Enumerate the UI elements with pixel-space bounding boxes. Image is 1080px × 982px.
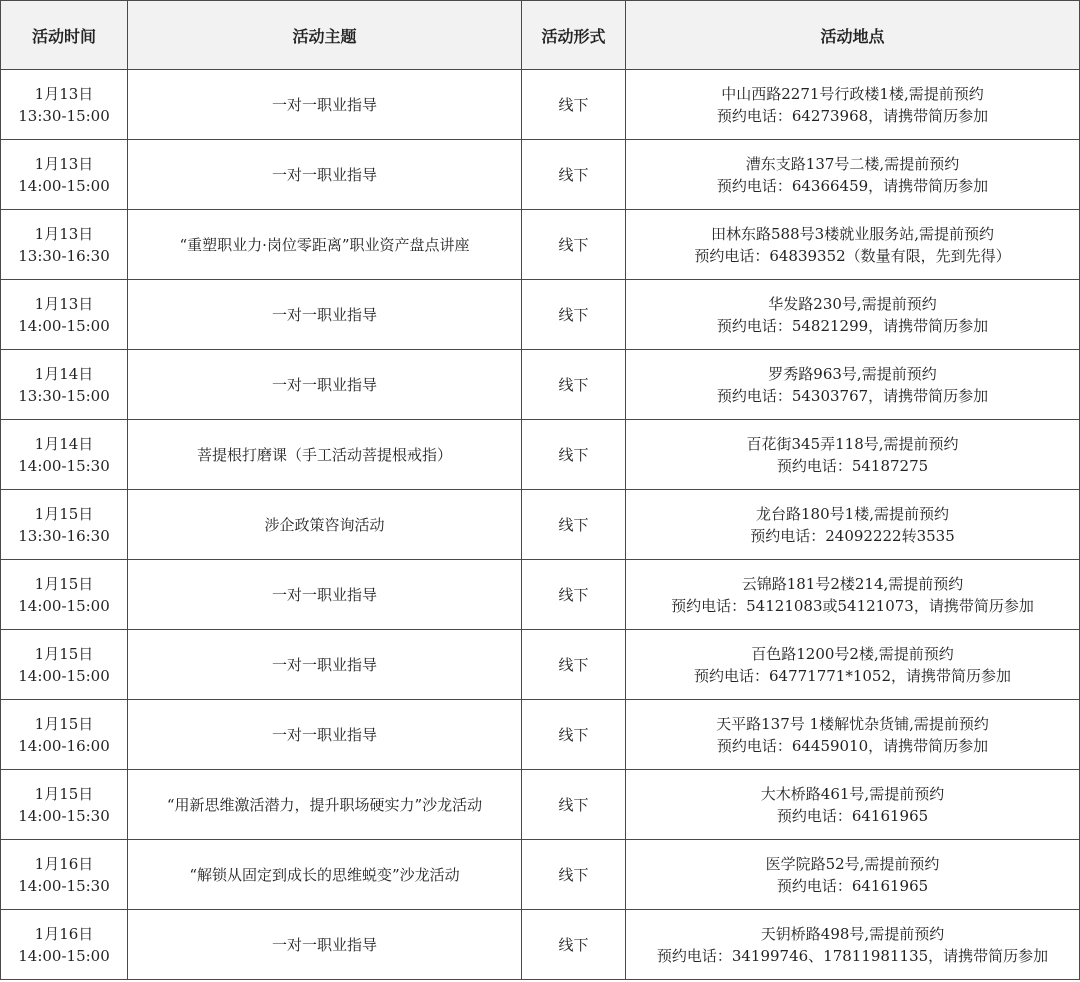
phone-text: 预约电话：64366459，请携带简历参加 xyxy=(716,176,989,195)
time-cell xyxy=(1,560,128,630)
table-row xyxy=(1,910,1080,980)
location-cell xyxy=(626,910,1080,980)
format-cell: 线下 xyxy=(522,210,626,280)
format-cell: 线下 xyxy=(522,560,626,630)
header-location: 活动地点 xyxy=(626,1,1080,70)
header-row xyxy=(1,1,1080,70)
topic-cell: 菩提根打磨课（手工活动菩提根戒指） xyxy=(128,420,522,490)
time-range-text: 14:00-15:00 xyxy=(18,176,110,195)
format-cell: 线下 xyxy=(522,490,626,560)
table-row xyxy=(1,770,1080,840)
table-row xyxy=(1,70,1080,140)
date-text: 1月16日 xyxy=(34,854,94,873)
date-text: 1月13日 xyxy=(34,84,94,103)
time-range-text: 13:30-16:30 xyxy=(18,526,110,545)
location-cell xyxy=(626,630,1080,700)
phone-text: 预约电话：64273968，请携带简历参加 xyxy=(716,106,989,125)
time-range-text: 13:30-16:30 xyxy=(18,246,110,265)
date-text: 1月15日 xyxy=(34,714,94,733)
topic-cell: 一对一职业指导 xyxy=(128,70,522,140)
phone-text: 预约电话：24092222转3535 xyxy=(750,526,955,545)
address-text: 田林东路588号3楼就业服务站,需提前预约 xyxy=(711,224,994,243)
format-cell: 线下 xyxy=(522,910,626,980)
phone-text: 预约电话：64771771*1052，请携带简历参加 xyxy=(693,666,1012,685)
date-text: 1月15日 xyxy=(34,574,94,593)
time-range-text: 14:00-16:00 xyxy=(18,736,110,755)
phone-text: 预约电话：34199746、17811981135，请携带简历参加 xyxy=(656,946,1049,965)
table-row xyxy=(1,630,1080,700)
location-cell xyxy=(626,700,1080,770)
table-row xyxy=(1,490,1080,560)
topic-cell: “解锁从固定到成长的思维蜕变”沙龙活动 xyxy=(128,840,522,910)
phone-text: 预约电话：64459010，请携带简历参加 xyxy=(716,736,989,755)
time-cell xyxy=(1,280,128,350)
time-cell xyxy=(1,770,128,840)
time-range-text: 13:30-15:00 xyxy=(18,106,110,125)
table-row xyxy=(1,350,1080,420)
phone-text: 预约电话：54821299，请携带简历参加 xyxy=(716,316,989,335)
time-cell xyxy=(1,70,128,140)
date-text: 1月14日 xyxy=(34,434,94,453)
header-topic: 活动主题 xyxy=(128,1,522,70)
header-format: 活动形式 xyxy=(522,1,626,70)
format-cell: 线下 xyxy=(522,700,626,770)
time-range-text: 14:00-15:00 xyxy=(18,596,110,615)
location-cell xyxy=(626,140,1080,210)
time-cell xyxy=(1,910,128,980)
time-cell xyxy=(1,210,128,280)
address-text: 漕东支路137号二楼,需提前预约 xyxy=(745,154,960,173)
phone-text: 预约电话：54121083或54121073，请携带简历参加 xyxy=(671,596,1034,615)
address-text: 罗秀路963号,需提前预约 xyxy=(768,364,937,383)
date-text: 1月15日 xyxy=(34,644,94,663)
table-row xyxy=(1,700,1080,770)
topic-cell: 一对一职业指导 xyxy=(128,560,522,630)
time-cell xyxy=(1,630,128,700)
time-cell xyxy=(1,490,128,560)
date-text: 1月13日 xyxy=(34,294,94,313)
time-range-text: 14:00-15:30 xyxy=(18,876,110,895)
address-text: 百色路1200号2楼,需提前预约 xyxy=(751,644,954,663)
location-cell xyxy=(626,490,1080,560)
date-text: 1月15日 xyxy=(34,504,94,523)
format-cell: 线下 xyxy=(522,140,626,210)
location-cell xyxy=(626,70,1080,140)
topic-cell: 一对一职业指导 xyxy=(128,350,522,420)
address-text: 云锦路181号2楼214,需提前预约 xyxy=(741,574,964,593)
phone-text: 预约电话：54187275 xyxy=(776,456,929,475)
date-text: 1月13日 xyxy=(34,224,94,243)
address-text: 龙台路180号1楼,需提前预约 xyxy=(756,504,949,523)
time-range-text: 14:00-15:00 xyxy=(18,666,110,685)
topic-cell: 一对一职业指导 xyxy=(128,280,522,350)
topic-cell: 一对一职业指导 xyxy=(128,910,522,980)
table-body xyxy=(1,70,1080,980)
topic-cell: 一对一职业指导 xyxy=(128,140,522,210)
phone-text: 预约电话：54303767，请携带简历参加 xyxy=(716,386,989,405)
date-text: 1月14日 xyxy=(34,364,94,383)
table-row xyxy=(1,140,1080,210)
time-cell xyxy=(1,840,128,910)
date-text: 1月13日 xyxy=(34,154,94,173)
time-range-text: 14:00-15:00 xyxy=(18,946,110,965)
location-cell xyxy=(626,280,1080,350)
location-cell xyxy=(626,560,1080,630)
time-range-text: 13:30-15:00 xyxy=(18,386,110,405)
table-header xyxy=(1,1,1080,70)
table-row xyxy=(1,840,1080,910)
time-cell xyxy=(1,350,128,420)
header-time: 活动时间 xyxy=(1,1,128,70)
address-text: 中山西路2271号行政楼1楼,需提前预约 xyxy=(721,84,984,103)
time-cell xyxy=(1,140,128,210)
table-row xyxy=(1,420,1080,490)
location-cell xyxy=(626,420,1080,490)
address-text: 百花街345弄118号,需提前预约 xyxy=(746,434,959,453)
table-row xyxy=(1,560,1080,630)
time-cell xyxy=(1,420,128,490)
address-text: 天平路137号 1楼解忧杂货铺,需提前预约 xyxy=(716,714,989,733)
phone-text: 预约电话：64161965 xyxy=(776,806,929,825)
table-row xyxy=(1,280,1080,350)
format-cell: 线下 xyxy=(522,70,626,140)
topic-cell: “重塑职业力·岗位零距离”职业资产盘点讲座 xyxy=(128,210,522,280)
time-range-text: 14:00-15:30 xyxy=(18,806,110,825)
table-row xyxy=(1,210,1080,280)
format-cell: 线下 xyxy=(522,630,626,700)
format-cell: 线下 xyxy=(522,420,626,490)
format-cell: 线下 xyxy=(522,840,626,910)
location-cell xyxy=(626,770,1080,840)
location-cell xyxy=(626,350,1080,420)
address-text: 医学院路52号,需提前预约 xyxy=(765,854,940,873)
format-cell: 线下 xyxy=(522,770,626,840)
address-text: 天钥桥路498号,需提前预约 xyxy=(760,924,945,943)
format-cell: 线下 xyxy=(522,280,626,350)
format-cell: 线下 xyxy=(522,350,626,420)
time-range-text: 14:00-15:00 xyxy=(18,316,110,335)
date-text: 1月15日 xyxy=(34,784,94,803)
topic-cell: 一对一职业指导 xyxy=(128,630,522,700)
date-text: 1月16日 xyxy=(34,924,94,943)
location-cell xyxy=(626,210,1080,280)
topic-cell: 一对一职业指导 xyxy=(128,700,522,770)
address-text: 华发路230号,需提前预约 xyxy=(768,294,937,313)
address-text: 大木桥路461号,需提前预约 xyxy=(760,784,945,803)
time-range-text: 14:00-15:30 xyxy=(18,456,110,475)
topic-cell: “用新思维激活潜力，提升职场硬实力”沙龙活动 xyxy=(128,770,522,840)
topic-cell: 涉企政策咨询活动 xyxy=(128,490,522,560)
location-cell xyxy=(626,840,1080,910)
time-cell xyxy=(1,700,128,770)
phone-text: 预约电话：64839352（数量有限，先到先得） xyxy=(694,246,1011,265)
phone-text: 预约电话：64161965 xyxy=(776,876,929,895)
